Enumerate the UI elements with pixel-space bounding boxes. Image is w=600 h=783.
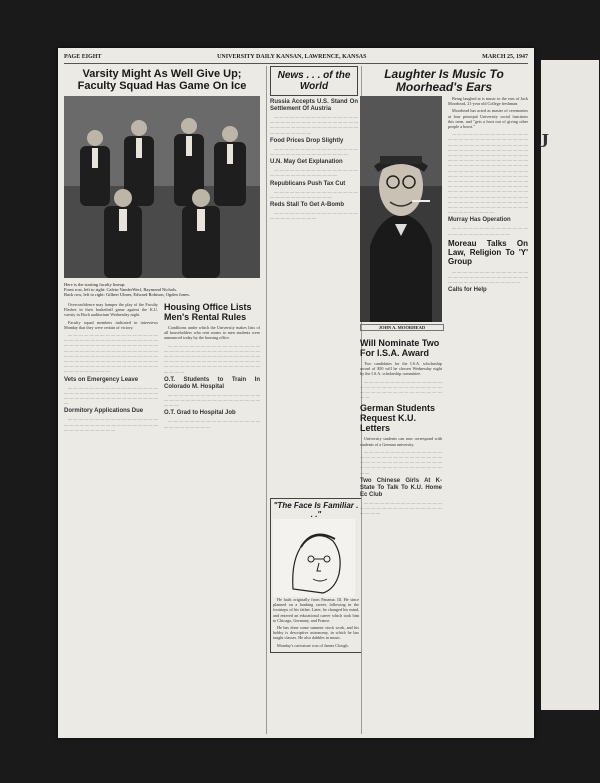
filler-text: — — — — — — — — — — — — — — — — — — — — — — — — — — — — — — — — — — — — — — — — — — — — — — — — — — — — — — — — — — — — — — — — — — — — — — — — — — — — — — — — — — — — — — — — — — — — — — — — — — — — — — — — — — — — — — — — — — — — — — — — — — — — — — — — — — — — — —	[64, 332, 158, 374]
russia-subhead: Russia Accepts U.S. Stand On Settlement Of Austria	[270, 99, 358, 112]
moorhead-story: Being laughed at is music to the ears of Jack Moorhead, 21-year old College freshman. Moorhead has acted as master of ceremonies at four principal University social functions this term, and "gets a boot out of giving other people a boost." — — — — — — — — — — — — — — — — — — — — — — — — — — — — — — — — — — — — — — — — — — — — — — — — — — — — — — — — — — — — — — — — — — — — — — — — — — — — — — — — — — — — — — — — — — — — — — — — — — — — — — — — — — — — — — — — — — — — — — — — — — — — — — — — — — — — — — — — — — — — — — — — — — — — — — — — — — — — — — — — — — — — — — — — — — — — — — — — — — — — — — — — — — — — — — — — — — — — — — — — — — — — — — — — — — — — — — — — — — — — — — — — — — — — — — — — — Murray Has Operation — — — — — — — — — — — — — — — — — — — — — — — — — — Moreau Talks On Law, Religion To 'Y' Group — — — — — — — — — — — — — — — — — — — — — — — — — — — — — — — — — — — — — — — — — — — Calls for Help	[448, 96, 528, 294]
vets-subhead: Vets on Emergency Leave	[64, 376, 139, 383]
edge-letter: J	[539, 130, 549, 152]
left-column	[64, 66, 260, 734]
moorhead-headline: Laughter Is Music To Moorhead's Ears	[384, 67, 504, 94]
paper-name: UNIVERSITY DAILY KANSAN, LAWRENCE, KANSAS	[217, 54, 367, 60]
calls-subhead: Calls for Help	[448, 287, 487, 294]
face-caption-2: He has done some summer stock work, and his hobby is descriptive astronomy, in which he has taught classes. He also dabbles in music.	[273, 625, 359, 641]
caricature-drawing	[273, 519, 355, 597]
face-answer: Monday's caricature was of James Clough.	[277, 642, 349, 648]
ot-colorado-subhead: O.T. Students to Train In Colorado M. Hospital	[164, 376, 260, 390]
face-title: "The Face Is Familiar . . ."	[273, 501, 359, 519]
german-headline: German Students Request K.U. Letters	[360, 403, 436, 434]
moorhead-caption: JOHN A. MOORHEAD	[360, 324, 444, 331]
face-feature-box	[270, 498, 362, 653]
right-column	[360, 66, 528, 734]
un-subhead: U.N. May Get Explanation	[270, 159, 343, 166]
dorm-subhead: Dormitory Applications Due	[64, 408, 144, 415]
chinese-girls-subhead: Two Chinese Girls At K-State To Talk To K.U. Home Ec Club	[360, 477, 442, 498]
tax-subhead: Republicans Push Tax Cut	[270, 180, 346, 187]
face-caption: He hails originally from Panama. Ill. He since planned on a banking career, following in the footsteps of his father. Later, he changed his mind, and entered an educational career which took him to Chicago, Germany, and France.	[273, 597, 359, 623]
varsity-headline: Varsity Might As Well Give Up; Faculty Squad Has Game On Ice	[77, 68, 247, 92]
abomb-subhead: Reds Stall To Get A-Bomb	[270, 202, 345, 209]
ot-grad-subhead: O.T. Grad to Hospital Job	[164, 410, 236, 417]
issue-date: MARCH 25, 1947	[482, 54, 528, 60]
moorhead-photo	[360, 96, 442, 322]
world-news-title: News . . . of the World	[277, 70, 351, 92]
murray-subhead: Murray Has Operation	[448, 217, 511, 224]
moreau-headline: Moreau Talks On Law, Religion To 'Y' Group	[448, 238, 528, 266]
newspaper-page	[58, 48, 534, 738]
isa-article: Will Nominate Two For I.S.A. Award Two candidates for the I.S.A. scholarship award of $50 will be chosen Wednesday night by the I.S.A. scholarship committee. — — — — — — — — — — — — — — — — — — — — — — — — — — — — — — — — — — — — — — — — — — — — — — — German Students Request K.U. Letters University students can now correspond with students of a German university. — — — — — — — — — — — — — — — — — — — — — — — — — — — — — — — — — — — — — — — — — — — — — — — — — — — — — — — — — — — — — — Two Chinese Girls At K-State To Talk To K.U. Home Ec Club — — — — — — — — — — — — — — — — — — — — — — — — — — — — — — — — — —	[360, 338, 442, 516]
page-header	[64, 54, 528, 64]
page-number: PAGE EIGHT	[64, 54, 102, 60]
photo-caption: Here is the starting faculty lineup: Front row, left to right: Calvin VanderWerf, Raymond Nichols. Back row, left to right: Gilbert Ulmer, Edward Robison, Ogden Jones.	[64, 282, 191, 298]
news-of-world-box	[270, 66, 358, 96]
varsity-story: Overconfidence may hamper the play of the Faculty Flashes in their basketball game against the K.U. varsity in Hoch auditorium Wednesday night. Faculty squad members indicated in interviews Monday that they were certain of victory. — — — — — — — — — — — — — — — — — — — — — — — — — — — — — — — — — — — — — — — — — — — — — — — — — — — — — — — — — — — — — — — — — — — — — — — — — — — — — — — — — — — — — — — — — — — — — — — — — — — — — — — — — — — — — — — — — — — — — — — — — — — — — — — — — — — — — — Vets on Emergency Leave — — — — — — — — — — — — — — — — — — — — — — — — — — — — — — — — — — — — — — — — — — — — — — — — — — — — — — Dormitory Applications Due — — — — — — — — — — — — — — — — — — — — — — — — — — — — — — — — — — — — — — — — — — — — —	[64, 302, 158, 432]
housing-headline: Housing Office Lists Men's Rental Rules	[164, 302, 252, 322]
middle-column: News . . . of the World Russia Accepts U.S. Stand On Settlement Of Austria — — — — — — — — — — — — — — — — — — — — — — — — — — — — — — — — — — — — — — — — — — — — — — — — — — — — — — — — — — Food Prices Drop Slightly — — — — — — — — — — — — — — — — — — — — — — — — — — — — — — — U.N. May Get Explanation — — — — — — — — — — — — — — — — — — — — — — — — — — — — — Republicans Push Tax Cut — — — — — — — — — — — — — — — — — — — — — — — — — — — — Reds Stall To Get A-Bomb — — — — — — — — — — — — — — — — — — — — — — — — — "The Face Is Familiar . . ." He hails originally from Panama. Ill. He since planned on a banking career, following in the footsteps of his father. Later, he changed his mind, and entered an educational career which took him to Chicago, Germany, and France. He has done some summer stock work, and his hobby is descriptive astronomy, in which he has taught classes. He also dabbles in music. Monday's caricature was of James Clough.	[266, 66, 362, 734]
faculty-team-photo	[64, 96, 260, 278]
adjacent-page-edge	[541, 60, 599, 710]
isa-headline: Will Nominate Two For I.S.A. Award	[360, 338, 440, 358]
housing-article: Housing Office Lists Men's Rental Rules Conditions under which the University makes lists of all householders who rent rooms to men students were announced today by the housing office. — — — — — — — — — — — — — — — — — — — — — — — — — — — — — — — — — — — — — — — — — — — — — — — — — — — — — — — — — — — — — — — — — — — — — — — — — — — — — — — — — — — — — — — — — — — — — O.T. Students to Train In Colorado M. Hospital — — — — — — — — — — — — — — — — — — — — — — — — — — — — — — — — — — — — — — O.T. Grad to Hospital Job — — — — — — — — — — — — — — — — — — — — — — — — — —	[164, 302, 260, 429]
food-subhead: Food Prices Drop Slightly	[270, 137, 344, 144]
